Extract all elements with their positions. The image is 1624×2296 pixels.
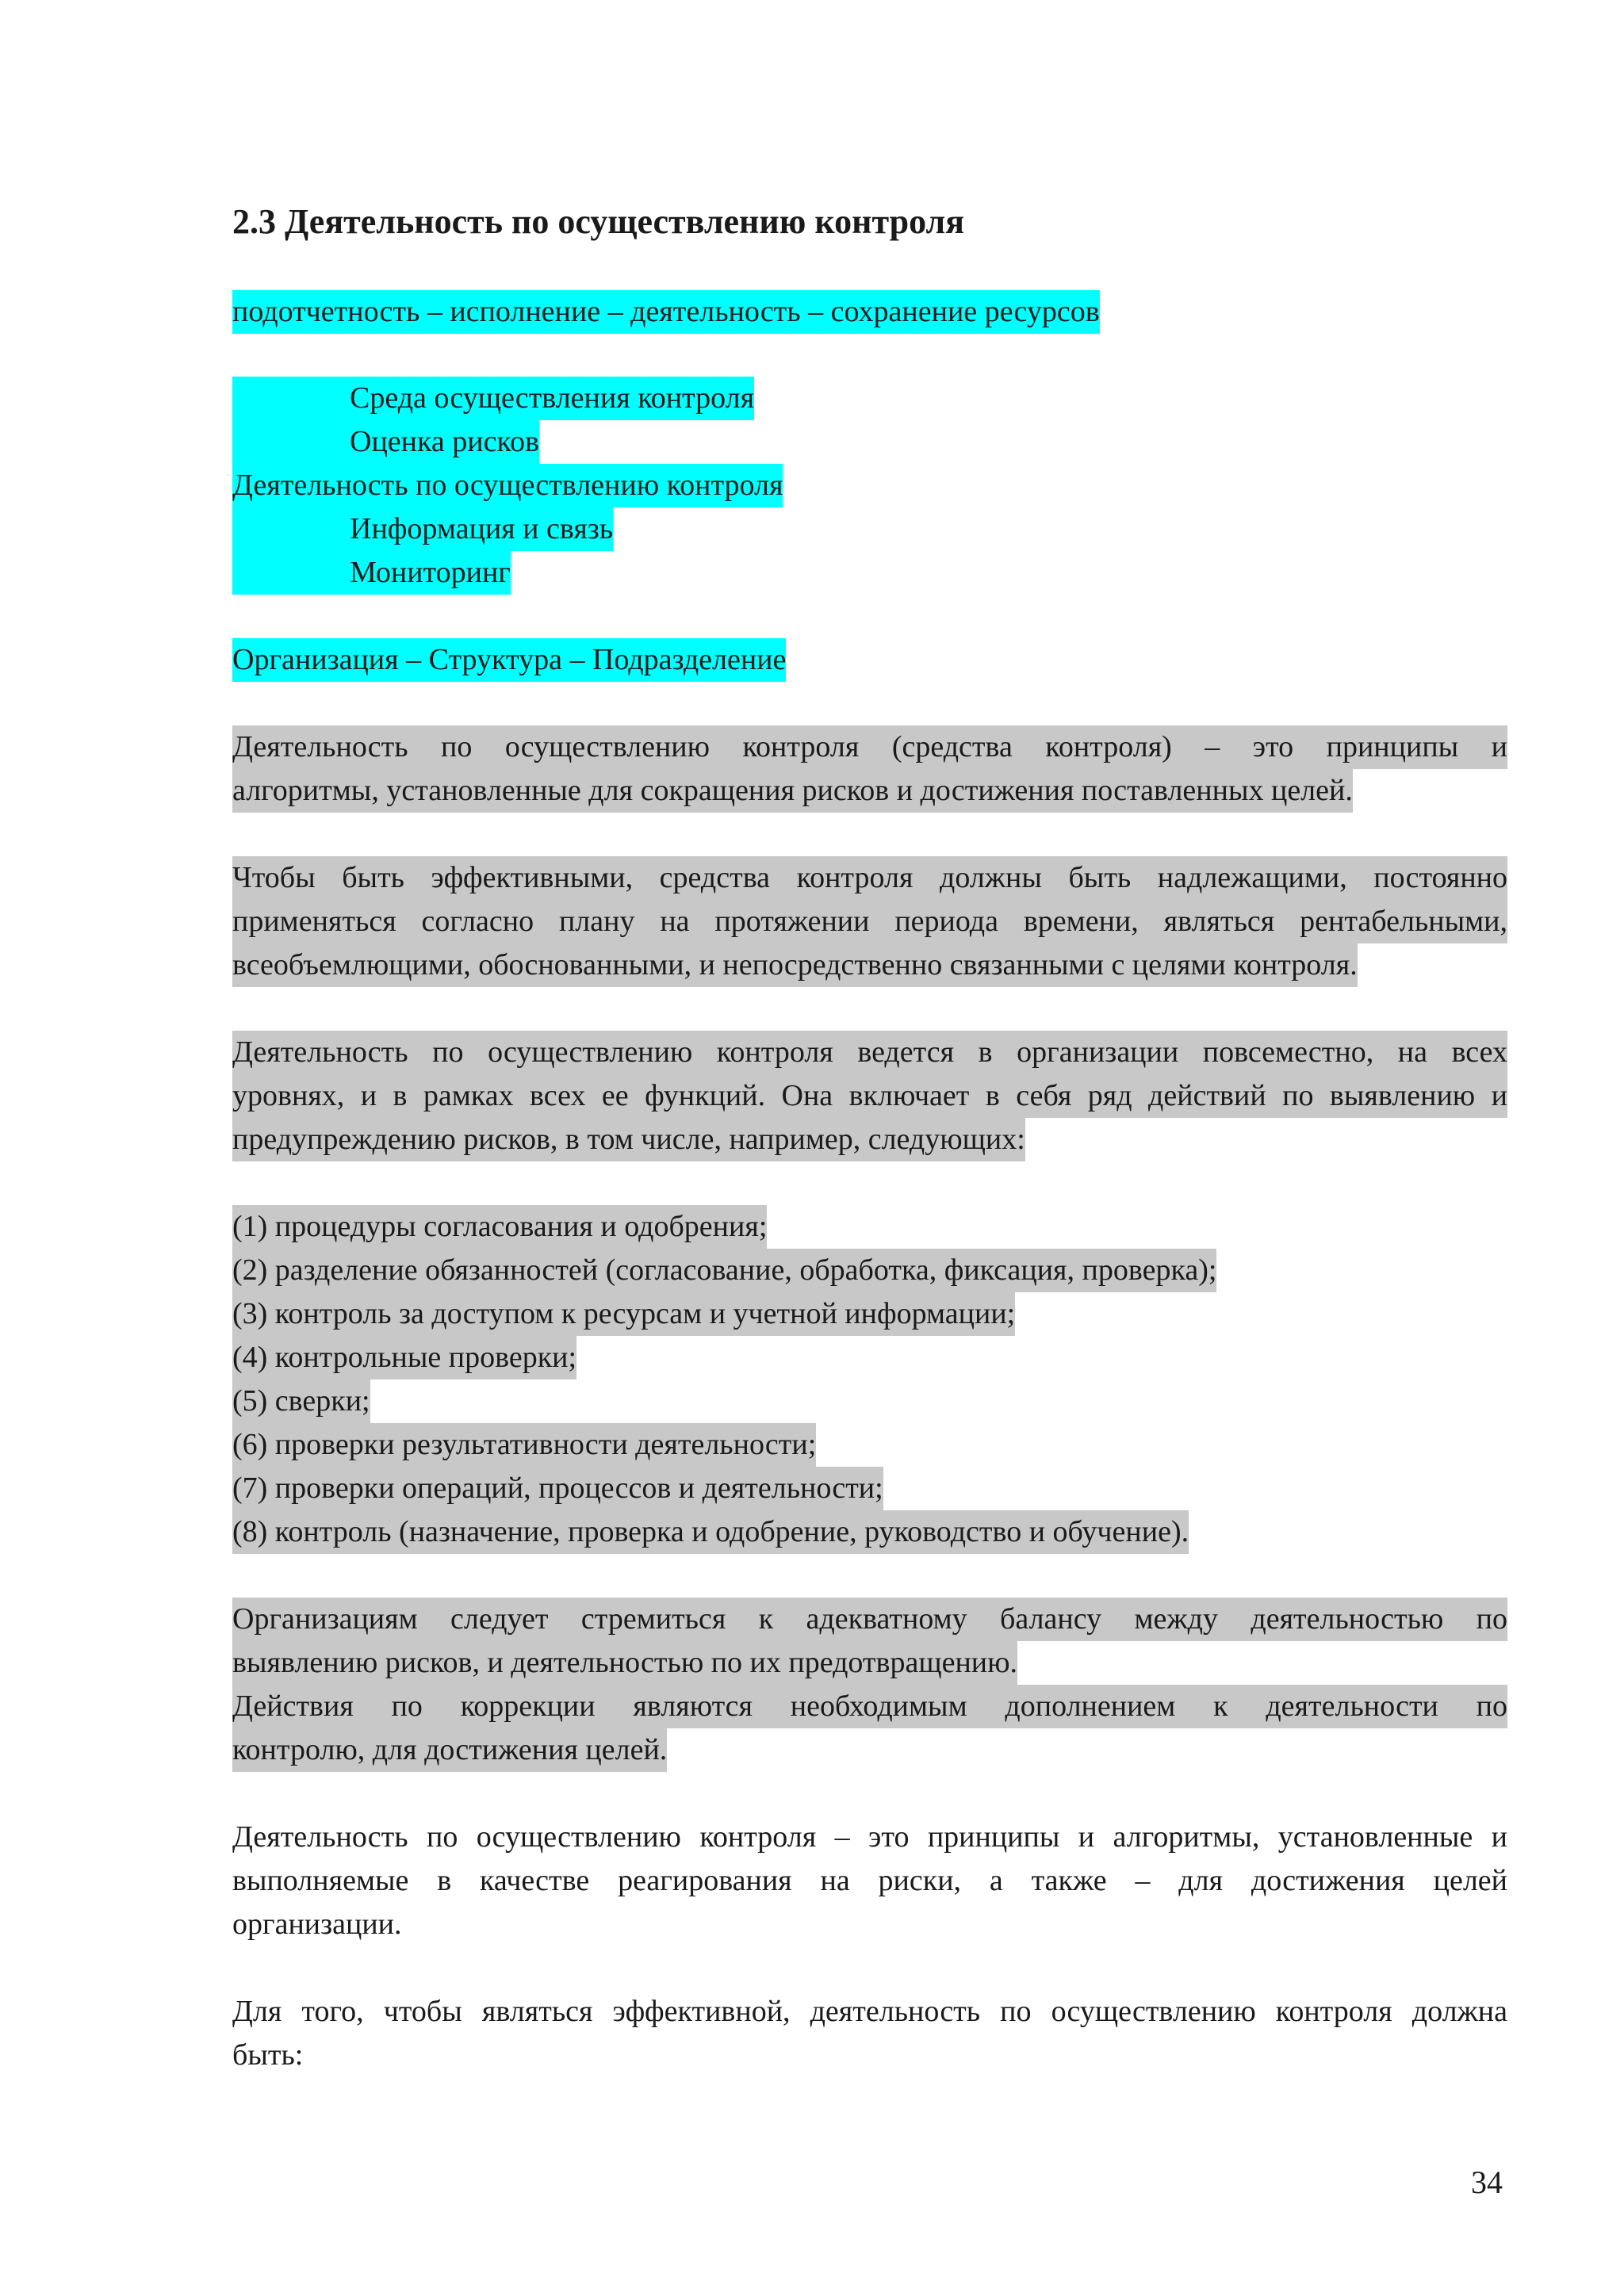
section-heading: 2.3 Деятельность по осуществлению контроля [232, 202, 965, 241]
para2-line1: Чтобы быть эффективными, средства контроля должны быть надлежащими, постоянно [232, 856, 1507, 900]
list-item-4: (4) контрольные проверки; [232, 1336, 576, 1380]
para5-line2: контролю, для достижения целей. [232, 1728, 667, 1772]
list-item-3: (3) контроль за доступом к ресурсам и учетной информации; [232, 1292, 1015, 1336]
para1-line1: Деятельность по осуществлению контроля (средства контроля) – это принципы и [232, 725, 1507, 769]
para5-line1: Действия по коррекции являются необходимым дополнением к деятельности по [232, 1685, 1507, 1728]
para6-line3: организации. [232, 1908, 402, 1941]
list-item-2: (2) разделение обязанностей (согласование, обработка, фиксация, проверка); [232, 1249, 1216, 1292]
list-item-1: (1) процедуры согласования и одобрения; [232, 1205, 767, 1249]
page-number: 34 [1471, 2164, 1503, 2200]
chain-accountability: подотчетность – исполнение – деятельность – сохранение ресурсов [232, 290, 1100, 334]
component-control-environment: Среда осуществления контроля [232, 377, 754, 420]
para7-line2: быть: [232, 2038, 304, 2072]
component-information-communication: Информация и связь [232, 507, 613, 551]
list-item-5: (5) сверки; [232, 1380, 370, 1423]
para7-line1: Для того, чтобы являться эффективной, деятельность по осуществлению контроля должна [232, 1995, 1507, 2028]
component-monitoring: Мониторинг [232, 551, 511, 595]
list-item-6: (6) проверки результативности деятельности; [232, 1423, 816, 1467]
list-item-7: (7) проверки операций, процессов и деятельности; [232, 1467, 883, 1510]
para4-line1: Организациям следует стремиться к адекватному балансу между деятельностью по [232, 1598, 1507, 1641]
component-control-activities: Деятельность по осуществлению контроля [232, 464, 783, 507]
para6-line1: Деятельность по осуществлению контроля – это принципы и алгоритмы, установленные и [232, 1820, 1507, 1854]
para3-line1: Деятельность по осуществлению контроля ведется в организации повсеместно, на всех [232, 1031, 1507, 1074]
para1-line2: алгоритмы, установленные для сокращения рисков и достижения поставленных целей. [232, 769, 1353, 813]
list-item-8: (8) контроль (назначение, проверка и одобрение, руководство и обучение). [232, 1510, 1189, 1554]
para2-line2: применяться согласно плану на протяжении периода времени, являться рентабельными, [232, 900, 1507, 943]
para4-line2: выявлению рисков, и деятельностью по их предотвращению. [232, 1641, 1017, 1685]
chain-organization: Организация – Структура – Подразделение [232, 638, 786, 682]
para2-line3: всеобъемлющими, обоснованными, и непосредственно связанными с целями контроля. [232, 943, 1358, 987]
para3-line2: уровнях, и в рамках всех ее функций. Она включает в себя ряд действий по выявлению и [232, 1074, 1507, 1118]
component-risk-assessment: Оценка рисков [232, 420, 539, 464]
para3-line3: предупреждению рисков, в том числе, например, следующих: [232, 1118, 1025, 1161]
para6-line2: выполняемые в качестве реагирования на риски, а также – для достижения целей [232, 1864, 1507, 1897]
